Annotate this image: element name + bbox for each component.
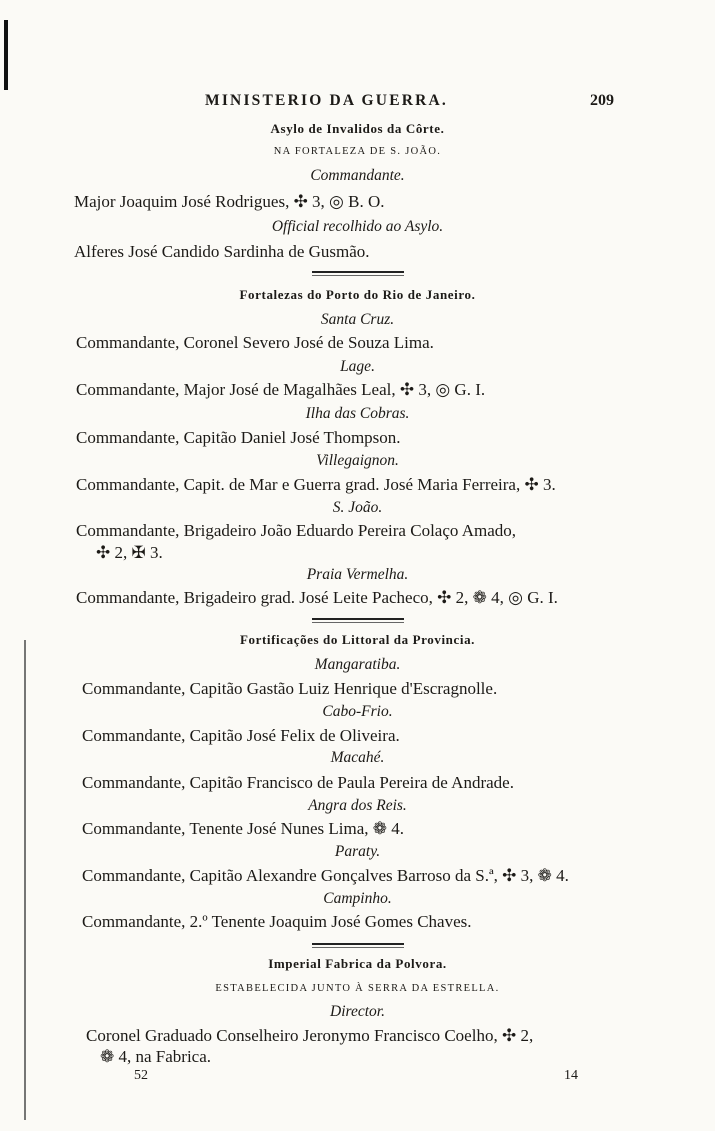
place-name: Campinho. [323, 890, 392, 907]
section-subtitle-asylo: NA FORTALEZA DE S. JOÃO. [273, 146, 442, 157]
entry-line: Coronel Graduado Conselheiro Jeronymo Francisco Coelho, ✣ 2, [86, 1026, 534, 1045]
section-divider [312, 943, 404, 945]
role-label: Director. [330, 1003, 385, 1020]
place-name: Cabo-Frio. [322, 703, 393, 720]
role-label: Official recolhido ao Asylo. [271, 218, 444, 235]
page-title: MINISTERIO DA GUERRA. [205, 92, 448, 109]
entry-line: Commandante, Brigadeiro João Eduardo Pereira Colaço Amado, [76, 521, 516, 540]
entry-line: Commandante, Capit. de Mar e Guerra grad. José Maria Ferreira, ✣ 3. [76, 475, 556, 494]
place-name: Paraty. [334, 843, 381, 860]
entry-line-continued: ❁ 4, na Fabrica. [100, 1047, 212, 1066]
entry-line: Alferes José Candido Sardinha de Gusmão. [74, 242, 370, 261]
entry-line: Commandante, Tenente José Nunes Lima, ❁ 4. [82, 819, 404, 838]
section-title-fortalezas: Fortalezas do Porto do Rio de Janeiro. [239, 287, 476, 302]
entry-line: Major Joaquim José Rodrigues, ✣ 3, ◎ B. O. [74, 192, 385, 211]
section-subtitle-fabrica: ESTABELECIDA JUNTO À SERRA DA ESTRELLA. [215, 983, 500, 994]
section-title-fortificacoes: Fortificações do Littoral da Provincia. [239, 632, 476, 647]
place-name: Ilha das Cobras. [305, 405, 410, 422]
section-title-asylo: Asylo de Invalidos da Côrte. [270, 121, 445, 136]
footer-mark: 14 [564, 1068, 578, 1083]
signature-mark: 52 [134, 1068, 148, 1083]
place-name: Villegaignon. [316, 452, 399, 469]
section-divider [312, 618, 404, 620]
binding-edge-mark [4, 20, 8, 90]
entry-line: Commandante, Capitão Alexandre Gonçalves Barroso da S.ª, ✣ 3, ❁ 4. [82, 866, 569, 885]
entry-line-continued: ✣ 2, ✠ 3. [96, 543, 163, 562]
entry-line: Commandante, Capitão Daniel José Thompson. [76, 428, 401, 447]
place-name: Macahé. [330, 749, 385, 766]
page-number: 209 [590, 92, 614, 109]
place-name: Praia Vermelha. [306, 566, 409, 583]
entry-line: Commandante, Brigadeiro grad. José Leite Pacheco, ✣ 2, ❁ 4, ◎ G. I. [76, 588, 558, 607]
entry-line: Commandante, Coronel Severo José de Souza Lima. [76, 333, 434, 352]
entry-line: Commandante, Capitão José Felix de Oliveira. [82, 726, 400, 745]
entry-line: Commandante, 2.º Tenente Joaquim José Gomes Chaves. [82, 912, 472, 931]
place-name: Lage. [340, 358, 375, 375]
section-title-fabrica: Imperial Fabrica da Polvora. [268, 956, 447, 971]
entry-line: Commandante, Major José de Magalhães Leal, ✣ 3, ◎ G. I. [76, 380, 486, 399]
place-name: Santa Cruz. [320, 311, 395, 328]
role-label: Commandante. [310, 167, 405, 184]
place-name: Mangaratiba. [314, 656, 401, 673]
entry-line: Commandante, Capitão Francisco de Paula Pereira de Andrade. [82, 773, 514, 792]
section-divider [312, 271, 404, 273]
place-name: S. João. [332, 499, 383, 516]
place-name: Angra dos Reis. [308, 797, 407, 814]
entry-line: Commandante, Capitão Gastão Luiz Henrique d'Escragnolle. [82, 679, 498, 698]
